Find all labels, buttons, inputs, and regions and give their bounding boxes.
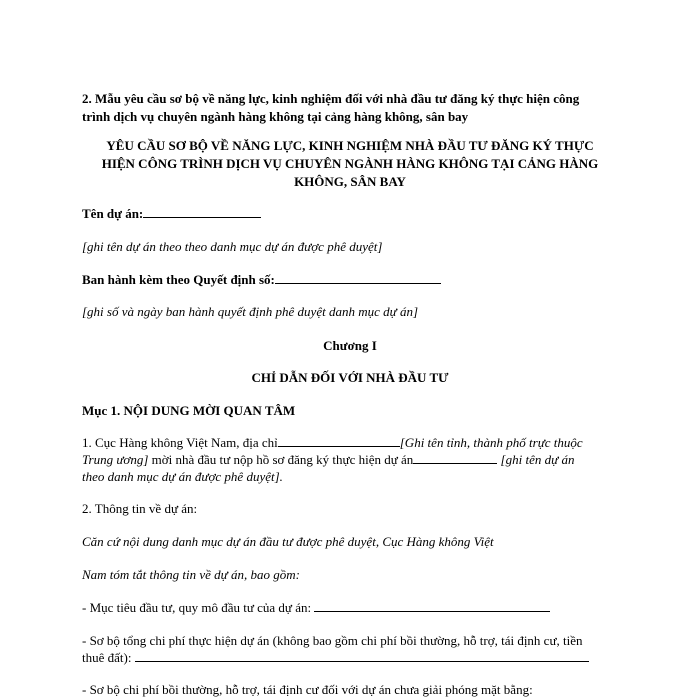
paragraph-2-italic-line-1: Căn cứ nội dung danh mục dự án đầu tư được phê duyệt, Cục Hàng không Việt xyxy=(82,534,494,549)
chapter-heading: Chương I xyxy=(323,338,377,353)
bullet-investment-goal xyxy=(82,599,550,616)
project-name-label: Tên dự án: xyxy=(82,206,144,221)
title-line-3: KHÔNG, SÂN BAY xyxy=(294,174,406,189)
bullet-1-blank xyxy=(314,599,550,612)
paragraph-1-line-2 xyxy=(82,451,574,468)
project-name-hint: [ghi tên dự án theo theo danh mục dự án được phê duyệt] xyxy=(82,239,383,254)
decision-blank xyxy=(275,271,441,284)
title-line-1: YÊU CẦU SƠ BỘ VỀ NĂNG LỰC, KINH NGHIỆM NHÀ ĐẦU TƯ ĐĂNG KÝ THỰC xyxy=(106,138,594,153)
address-blank xyxy=(278,434,400,447)
p1-hint-c: Trung ương] xyxy=(82,452,149,467)
p1-text-d: mời nhà đầu tư nộp hồ sơ đăng ký thực hiện dự án xyxy=(151,452,414,467)
section-1-heading: Mục 1. NỘI DUNG MỜI QUAN TÂM xyxy=(82,403,296,418)
bullet-total-cost-line-2 xyxy=(82,649,589,666)
bullet-compensation-cost: - Sơ bộ chi phí bồi thường, hỗ trợ, tái định cư đối với dự án chưa giải phóng mặt bằng: xyxy=(82,682,533,697)
project-name-blank xyxy=(143,205,261,218)
project-blank xyxy=(413,451,497,464)
bullet-total-cost-line-1: - Sơ bộ tổng chi phí thực hiện dự án (không bao gồm chi phí bồi thường, hỗ trợ, tái định cư, tiền xyxy=(82,633,583,648)
decision-hint: [ghi số và ngày ban hành quyết định phê duyệt danh mục dự án] xyxy=(82,304,419,319)
bullet-2-text: thuê đất): xyxy=(82,650,132,665)
paragraph-2: 2. Thông tin về dự án: xyxy=(82,501,198,516)
intro-line-1: 2. Mẫu yêu cầu sơ bộ về năng lực, kinh nghiệm đối với nhà đầu tư đăng ký thực hiện công xyxy=(82,91,580,106)
paragraph-1-line-3: theo danh mục dự án được phê duyệt]. xyxy=(82,469,283,484)
decision-field xyxy=(82,271,441,288)
p1-hint-e: [ghi tên dự án xyxy=(500,452,575,467)
p1-text-a: 1. Cục Hàng không Việt Nam, địa chỉ xyxy=(82,435,278,450)
chapter-title: CHỈ DẪN ĐỐI VỚI NHÀ ĐẦU TƯ xyxy=(251,370,449,385)
paragraph-1-line-1 xyxy=(82,434,583,451)
decision-label: Ban hành kèm theo Quyết định số: xyxy=(82,272,275,287)
paragraph-2-italic-line-2: Nam tóm tắt thông tin về dự án, bao gồm: xyxy=(82,567,300,582)
bullet-1-text: - Mục tiêu đầu tư, quy mô đầu tư của dự án: xyxy=(82,600,312,615)
p1-hint-b: [Ghi tên tỉnh, thành phố trực thuộc xyxy=(399,435,583,450)
bullet-2-blank xyxy=(135,649,589,662)
title-line-2: HIỆN CÔNG TRÌNH DỊCH VỤ CHUYÊN NGÀNH HÀNG KHÔNG TẠI CẢNG HÀNG xyxy=(101,156,599,171)
project-name-field xyxy=(82,205,261,222)
intro-line-2: trình dịch vụ chuyên ngành hàng không tại cảng hàng không, sân bay xyxy=(82,109,469,124)
